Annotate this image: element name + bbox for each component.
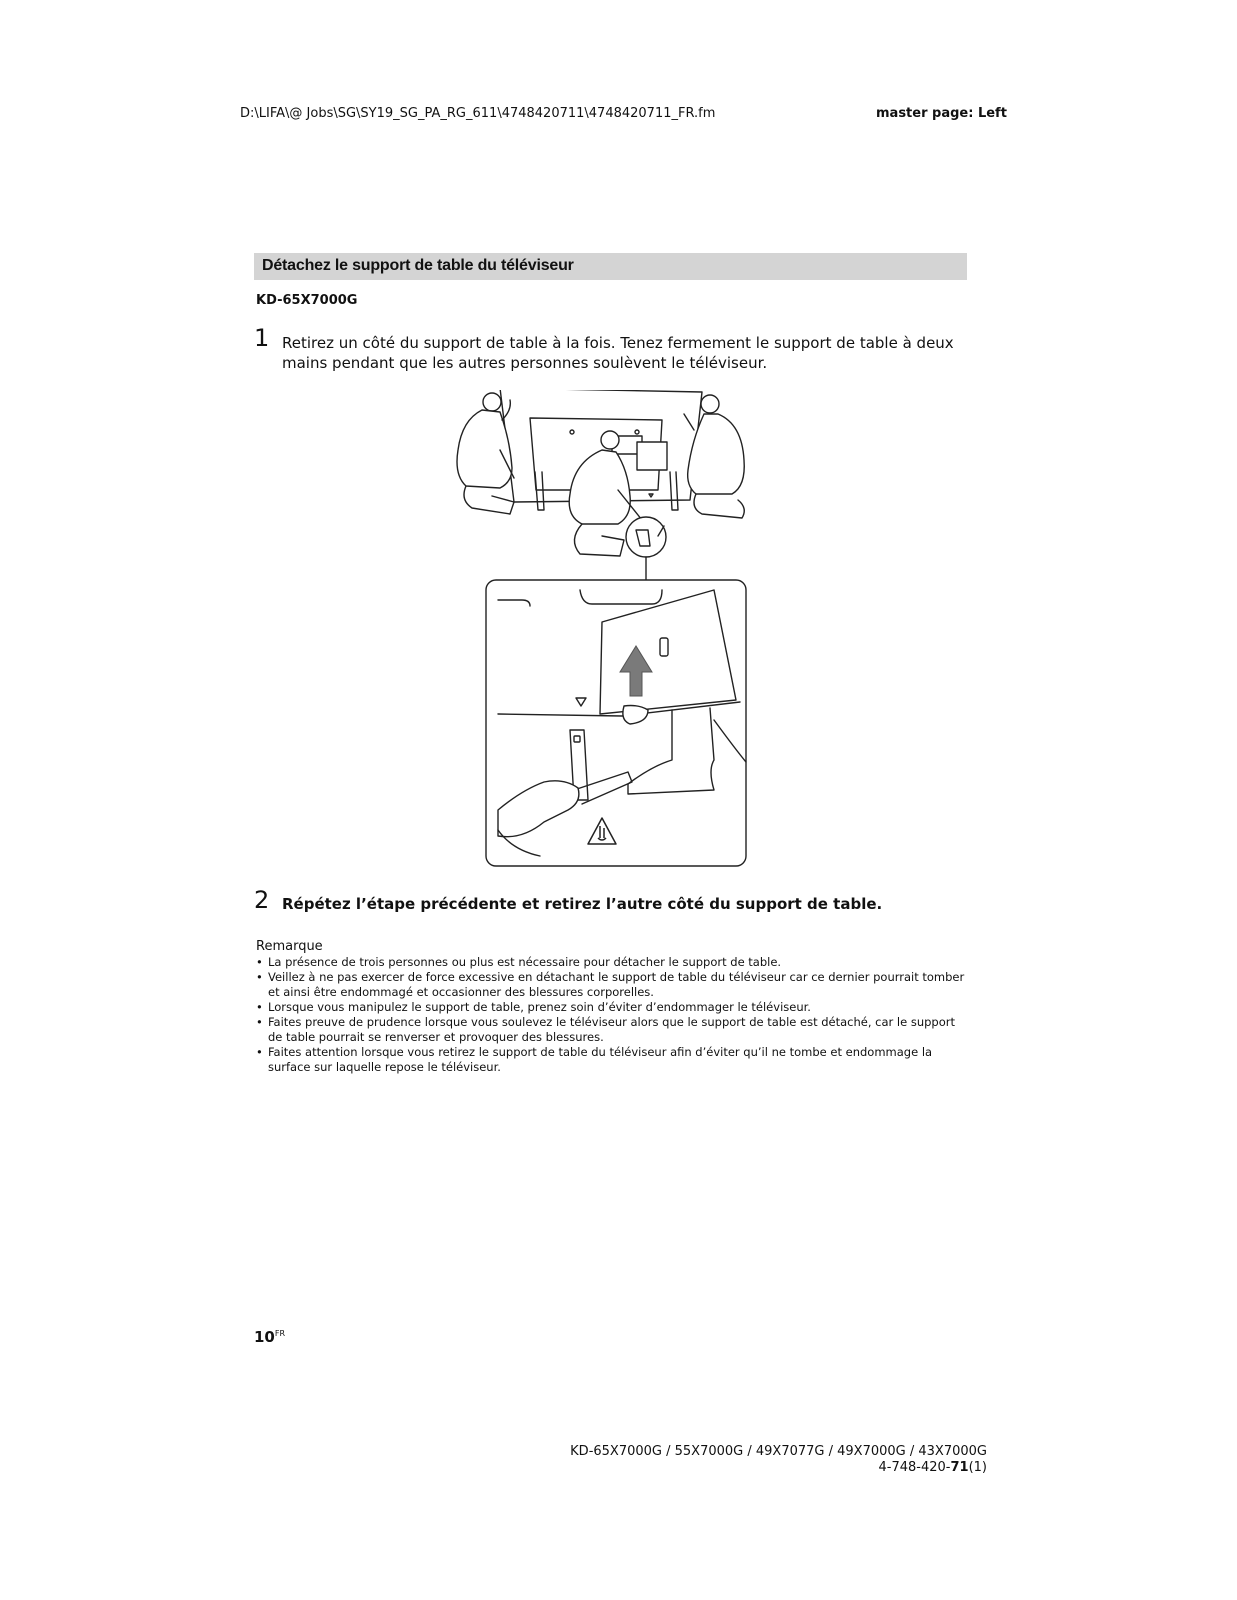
step-1-number: 1 <box>254 324 270 352</box>
note-item: • Faites attention lorsque vous retirez le support de table du téléviseur afin d’éviter qu’il ne tombe et endommage la surface sur laquelle repose le téléviseur. <box>256 1045 968 1075</box>
section-header <box>254 253 967 280</box>
note-item: • Veillez à ne pas exercer de force excessive en détachant le support de table du téléviseur car ce dernier pourrait tomber et ainsi être endommagé et occasionner des blessures corporelles. <box>256 970 968 1000</box>
tv-stand-removal-illustration <box>452 390 772 884</box>
step-1-text: Retirez un côté du support de table à la fois. Tenez fermement le support de table à deux mains pendant que les autres personnes soulèvent le téléviseur. <box>282 334 954 372</box>
note-list <box>256 955 968 1075</box>
footer-models: KD-65X7000G / 55X7000G / 49X7077G / 49X7000G / 43X7000G <box>570 1444 987 1459</box>
note-item: • La présence de trois personnes ou plus est nécessaire pour détacher le support de table. <box>256 955 968 970</box>
detail-box <box>486 580 746 866</box>
model-name: KD-65X7000G <box>256 293 358 308</box>
page-language-suffix: FR <box>274 1329 286 1338</box>
note-title: Remarque <box>256 939 323 954</box>
code-suffix: (1) <box>968 1460 987 1475</box>
code-prefix: 4-748-420- <box>878 1460 951 1475</box>
note-item: • Faites preuve de prudence lorsque vous soulevez le téléviseur alors que le support de table est détaché, car le support de table pourrait se renverser et provoquer des blessures. <box>256 1015 968 1045</box>
step-2-text: Répétez l’étape précédente et retirez l’autre côté du support de table. <box>282 895 883 913</box>
master-page-label: master page: Left <box>876 106 1007 121</box>
code-bold: 71 <box>950 1460 969 1475</box>
step-2-number: 2 <box>254 886 270 914</box>
page-number-value: 10 <box>254 1328 275 1346</box>
file-path: D:\LIFA\@ Jobs\SG\SY19_SG_PA_RG_611\4748420711\4748420711_FR.fm <box>240 106 716 121</box>
section-title: Détachez le support de table du téléviseur <box>262 257 574 274</box>
note-item: • Lorsque vous manipulez le support de table, prenez soin d’éviter d’endommager le téléviseur. <box>256 1000 968 1015</box>
page-number <box>254 1328 285 1346</box>
footer-document-code <box>879 1460 988 1475</box>
